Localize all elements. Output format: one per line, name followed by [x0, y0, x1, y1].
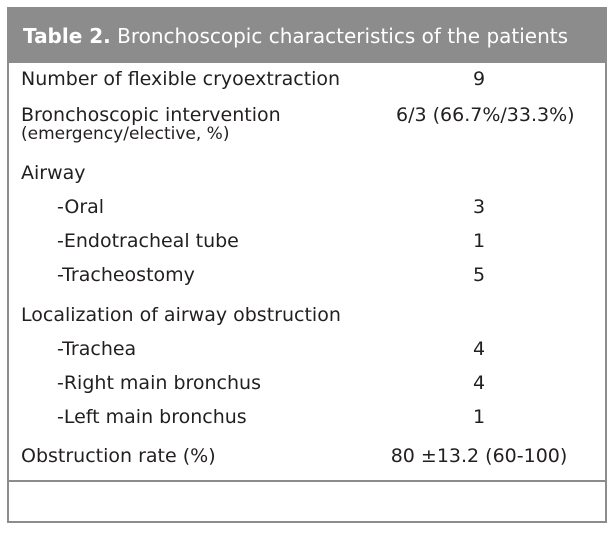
row-label: Airway: [21, 162, 86, 184]
row-label: -Left main bronchus: [57, 406, 247, 428]
table-frame: [7, 7, 607, 523]
row-value: 4: [472, 372, 486, 394]
table-title: Bronchoscopic characteristics of the patients: [110, 24, 569, 48]
table-caption: [9, 9, 605, 63]
row-value: 4: [472, 338, 486, 360]
row-label-line2: (emergency/elective, %): [21, 124, 230, 144]
row-label: -Tracheostomy: [57, 264, 195, 286]
row-value: 1: [472, 230, 486, 252]
row-label: Localization of airway obstruction: [21, 304, 341, 326]
row-label: -Oral: [57, 196, 105, 218]
row-label: -Trachea: [57, 338, 137, 360]
row-value: 1: [472, 406, 486, 428]
row-value: 6/3 (66.7%/33.3%): [396, 104, 575, 126]
row-label: Obstruction rate (%): [21, 445, 216, 467]
row-value: 80 ±13.2 (60-100): [390, 445, 568, 467]
row-value: 9: [472, 68, 486, 90]
table-number: Table 2.: [23, 24, 111, 48]
row-value: 5: [472, 264, 486, 286]
row-label: Bronchoscopic intervention: [21, 104, 281, 126]
table-bottom-rule: [9, 480, 605, 482]
row-label: Number of flexible cryoextraction: [21, 68, 341, 90]
row-label: -Right main bronchus: [57, 372, 261, 394]
row-label: -Endotracheal tube: [57, 230, 239, 252]
row-value: 3: [472, 196, 486, 218]
